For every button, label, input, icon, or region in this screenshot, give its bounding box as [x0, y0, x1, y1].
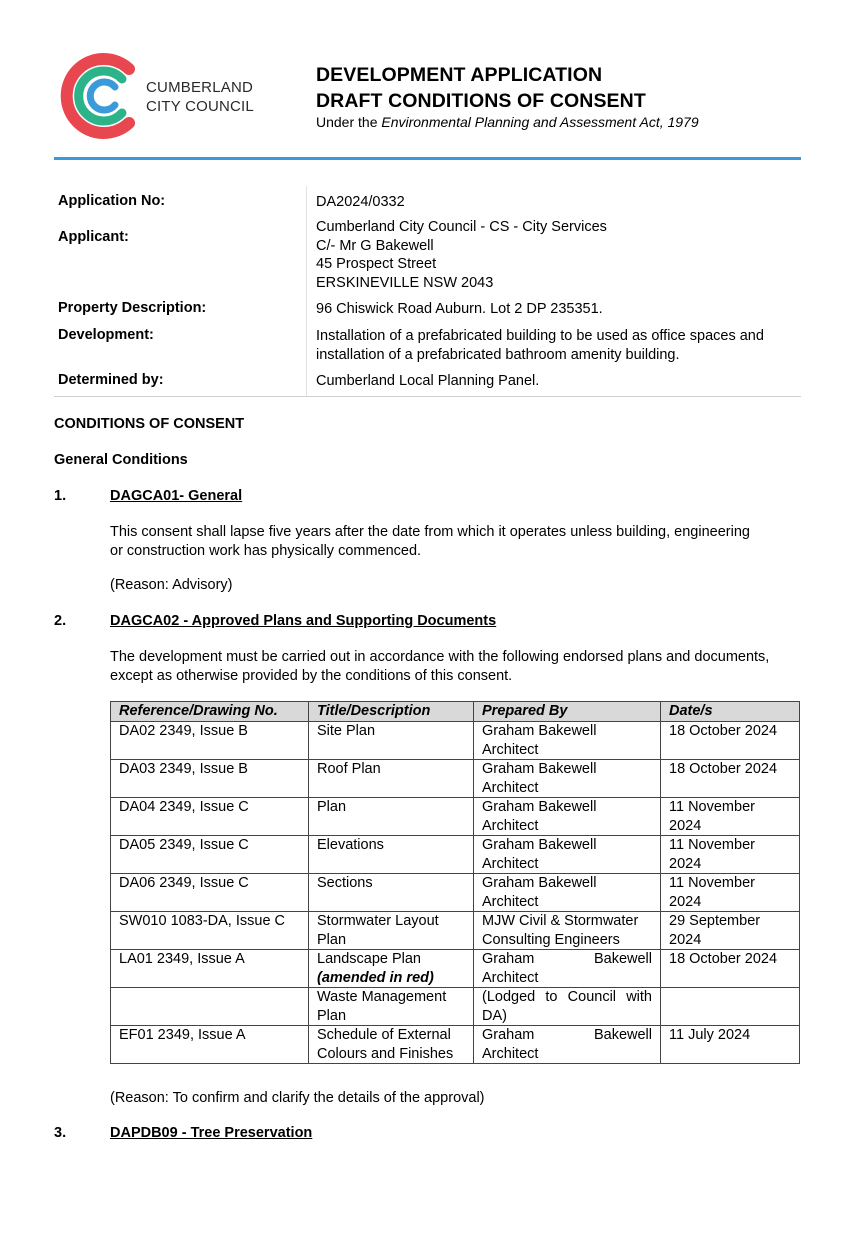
cell-line: Architect	[482, 893, 539, 910]
cell-title	[309, 912, 474, 950]
condition-text-line: This consent shall lapse five years after the date from which it operates unless building, engineering	[110, 524, 750, 540]
cell-line: Architect	[482, 1045, 539, 1062]
table-row	[111, 912, 800, 950]
logo-text-line2: CITY COUNCIL	[146, 98, 254, 115]
cell-line: Graham Bakewell	[482, 1027, 652, 1043]
cell-reference: LA01 2349, Issue A	[111, 950, 309, 988]
cell-prepared-by	[474, 836, 661, 874]
cell-prepared-by	[474, 988, 661, 1026]
cell-title	[309, 1026, 474, 1064]
cell-line: (Lodged to Council with	[482, 989, 652, 1005]
cell-line: MJW Civil & Stormwater	[482, 913, 639, 929]
column-header-title: Title/Description	[309, 702, 474, 722]
cell-date	[661, 722, 800, 760]
condition-title: DAGCA02 - Approved Plans and Supporting Documents	[110, 613, 497, 629]
cell-line: 18 October 2024	[669, 951, 778, 967]
cell-prepared-by	[474, 950, 661, 988]
cell-line: 11 November	[669, 799, 755, 815]
cell-line: Graham Bakewell	[482, 837, 597, 853]
property-value: 96 Chiswick Road Auburn. Lot 2 DP 235351.	[316, 301, 603, 317]
cell-line: Architect	[482, 779, 539, 796]
cell-line: Architect	[482, 969, 539, 986]
condition-reason: (Reason: To confirm and clarify the details of the approval)	[110, 1090, 485, 1106]
cell-reference	[111, 988, 309, 1026]
cell-line: Schedule of External	[317, 1027, 451, 1043]
cell-date	[661, 874, 800, 912]
cell-reference: DA06 2349, Issue C	[111, 874, 309, 912]
document-title-line1: DEVELOPMENT APPLICATION	[316, 64, 603, 86]
development-label: Development:	[58, 327, 154, 343]
determined-value: Cumberland Local Planning Panel.	[316, 373, 540, 389]
applicant-line: ERSKINEVILLE NSW 2043	[316, 274, 494, 291]
cell-prepared-by	[474, 874, 661, 912]
cell-line: 2024	[669, 817, 702, 834]
applicant-line: 45 Prospect Street	[316, 256, 437, 272]
subtitle-prefix: Under the	[316, 114, 382, 130]
cell-prepared-by	[474, 912, 661, 950]
cell-line: DA)	[482, 1007, 507, 1024]
cell-line: Waste Management	[317, 989, 447, 1005]
cell-line: Elevations	[317, 837, 384, 853]
table-row	[111, 874, 800, 912]
cell-line: Stormwater Layout	[317, 913, 439, 929]
cell-line: Sections	[317, 875, 373, 891]
cell-line: Graham Bakewell	[482, 875, 597, 891]
council-logo-icon	[60, 52, 142, 140]
cell-date	[661, 988, 800, 1026]
column-header-reference: Reference/Drawing No.	[111, 702, 309, 722]
cell-reference: DA05 2349, Issue C	[111, 836, 309, 874]
applicant-line: Cumberland City Council - CS - City Services	[316, 219, 607, 235]
info-bottom-divider	[54, 396, 801, 397]
cell-line: 2024	[669, 893, 702, 910]
cell-title	[309, 722, 474, 760]
cell-line: Graham Bakewell	[482, 761, 597, 777]
table-row	[111, 988, 800, 1026]
column-header-date: Date/s	[661, 702, 800, 722]
applicant-line: C/- Mr G Bakewell	[316, 237, 434, 254]
cell-line: Consulting Engineers	[482, 931, 620, 948]
table-header-row	[111, 702, 800, 722]
development-line: installation of a prefabricated bathroom amenity building.	[316, 346, 680, 363]
cell-line: 2024	[669, 931, 702, 948]
condition-number: 3.	[54, 1125, 67, 1141]
application-no-label: Application No:	[58, 193, 166, 209]
cell-line: 11 November	[669, 875, 755, 891]
cell-line: Graham Bakewell	[482, 951, 652, 967]
conditions-heading: CONDITIONS OF CONSENT	[54, 416, 245, 432]
cell-line: 11 November	[669, 837, 755, 853]
cell-date	[661, 798, 800, 836]
cell-date	[661, 950, 800, 988]
condition-text	[110, 523, 810, 560]
condition-text-line: The development must be carried out in accordance with the following endorsed plans and documents,	[110, 649, 770, 665]
cell-line: 2024	[669, 855, 702, 872]
cell-line: Graham Bakewell	[482, 723, 597, 739]
cell-prepared-by	[474, 760, 661, 798]
condition-number: 2.	[54, 613, 67, 629]
cell-reference: EF01 2349, Issue A	[111, 1026, 309, 1064]
cell-date	[661, 836, 800, 874]
applicant-value	[316, 218, 607, 292]
cell-line: 18 October 2024	[669, 761, 778, 777]
application-no-value: DA2024/0332	[316, 194, 405, 210]
cell-title	[309, 874, 474, 912]
cell-line: Site Plan	[317, 723, 376, 739]
cell-date	[661, 1026, 800, 1064]
cell-line: 29 September	[669, 913, 761, 929]
cell-line: Plan	[317, 1007, 347, 1024]
cell-date	[661, 912, 800, 950]
cell-line: Plan	[317, 931, 347, 948]
cell-date	[661, 760, 800, 798]
cell-title	[309, 950, 474, 988]
header-divider	[54, 157, 801, 160]
approved-plans-table	[110, 701, 800, 1064]
condition-title: DAGCA01- General	[110, 488, 243, 504]
logo-text-line1: CUMBERLAND	[146, 79, 254, 96]
cell-reference: DA04 2349, Issue C	[111, 798, 309, 836]
cell-title	[309, 988, 474, 1026]
table-row	[111, 836, 800, 874]
cell-prepared-by	[474, 1026, 661, 1064]
cell-reference: DA02 2349, Issue B	[111, 722, 309, 760]
cell-line: Plan	[317, 799, 347, 815]
condition-text	[110, 648, 810, 685]
general-conditions-heading: General Conditions	[54, 452, 188, 468]
cell-reference: SW010 1083-DA, Issue C	[111, 912, 309, 950]
document-subtitle	[316, 114, 699, 130]
table-row	[111, 798, 800, 836]
cell-line: Landscape Plan	[317, 951, 421, 967]
applicant-label: Applicant:	[58, 229, 129, 245]
condition-number: 1.	[54, 488, 67, 504]
cell-title	[309, 836, 474, 874]
table-row	[111, 950, 800, 988]
cell-title	[309, 760, 474, 798]
table-row	[111, 760, 800, 798]
table-row	[111, 722, 800, 760]
info-column-divider	[306, 186, 307, 397]
cell-line: Graham Bakewell	[482, 799, 597, 815]
cell-prepared-by	[474, 722, 661, 760]
amended-note: (amended in red)	[317, 969, 434, 986]
cell-line: Roof Plan	[317, 761, 381, 777]
development-value	[316, 327, 764, 364]
cell-line: 11 July 2024	[669, 1027, 751, 1043]
column-header-prepared-by: Prepared By	[474, 702, 661, 722]
condition-title: DAPDB09 - Tree Preservation	[110, 1125, 313, 1141]
table-row	[111, 1026, 800, 1064]
condition-reason: (Reason: Advisory)	[110, 577, 233, 593]
cell-line: Architect	[482, 741, 539, 758]
cell-prepared-by	[474, 798, 661, 836]
cell-line: Architect	[482, 855, 539, 872]
property-label: Property Description:	[58, 300, 207, 316]
cell-line: Architect	[482, 817, 539, 834]
subtitle-act: Environmental Planning and Assessment Act, 1979	[381, 114, 699, 130]
determined-label: Determined by:	[58, 372, 164, 388]
cell-title	[309, 798, 474, 836]
development-line: Installation of a prefabricated building to be used as office spaces and	[316, 328, 764, 344]
cell-reference: DA03 2349, Issue B	[111, 760, 309, 798]
cell-line: Colours and Finishes	[317, 1045, 454, 1062]
cell-line: 18 October 2024	[669, 723, 778, 739]
condition-text-line: except as otherwise provided by the conditions of this consent.	[110, 667, 513, 684]
condition-text-line: or construction work has physically commenced.	[110, 542, 422, 559]
document-title-line2: DRAFT CONDITIONS OF CONSENT	[316, 90, 646, 112]
